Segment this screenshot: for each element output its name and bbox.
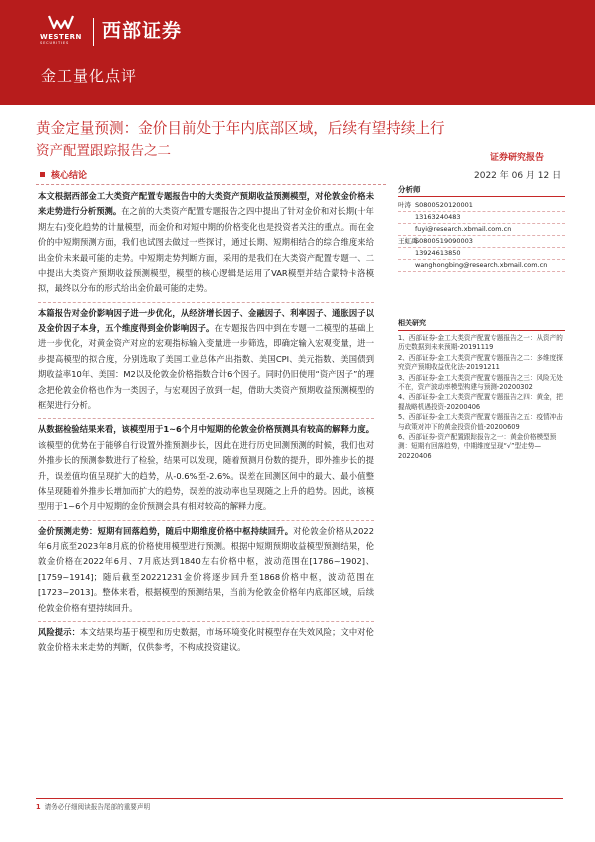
main-body	[38, 189, 374, 660]
related-report-link[interactable]: 2、西部证券-金工大类资产配置专题报告之二：多维度探究资产预期收益优化法-20191211	[398, 353, 563, 372]
paragraph-2	[38, 302, 374, 414]
related-report-link[interactable]: 4、西部证券-金工大类资产配置专题报告之四：黄金，把握战略机遇投资-20200406	[398, 393, 563, 411]
brand-english-name: WESTERN	[40, 33, 82, 41]
analyst-heading: 分析师	[398, 184, 565, 197]
footer-disclaimer: 请务必仔细阅读报告尾部的重要声明	[44, 803, 151, 811]
paragraph-lead: 风险提示：	[38, 626, 81, 637]
related-report-link[interactable]: 6、西部证券-资产配置跟踪报告之一：黄金价格模型预测：短期有回落趋势，中期维度呈现“√”型走势—20220406	[398, 433, 557, 460]
report-section-label: 金工量化点评	[41, 67, 138, 85]
paragraph-text: 本文结果均基于模型和历史数据，市场环境变化时模型存在失效风险；文中对伦敦金价格未来走势的判断，仅供参考，不构成投资建议。	[38, 626, 374, 653]
company-logo-icon	[48, 13, 74, 31]
brand-chinese-name: 西部证券	[102, 20, 183, 42]
report-date: 2022 年 06 月 12 日	[474, 171, 562, 181]
related-report-link[interactable]: 3、西部证券-金工大类资产配置专题报告之三：风险无处不在，资产波动率模型构建与预测-20200302	[398, 373, 563, 392]
risk-warning	[38, 621, 374, 656]
analyst-row	[398, 200, 565, 212]
analyst-name: 叶涛	[398, 201, 411, 209]
sidebar	[398, 184, 565, 462]
footer	[36, 803, 150, 812]
paragraph-text: 在专题报告四中到在专题一二模型的基础上进一步优化，对黄金资产对应的宏观指标输入变量进一步筛选，即确定输入宏观变量，进一步提高模型的拟合度，分别选取了美国工业总体产出指数、美国CPI、美元指数、美国债到期收益率10年、美国：M2以及伦敦金价格指数合计6个因子。同时仍旧使用“资产因子”的理念把伦敦金价格也作为一类因子，与宏观因子放到一起，借助大类资产预期收益预测模型的框架进行分析。	[38, 323, 374, 411]
paragraph-3	[38, 418, 374, 514]
page-number: 1	[36, 803, 41, 811]
related-report-link[interactable]: 5、西部证券-金工大类资产配置专题报告之五：疫情冲击与政策对冲下的黄金投资价值-20200609	[398, 413, 563, 431]
analyst-name: 王虹禹	[398, 237, 418, 245]
related-report-link[interactable]: 1、西部证券-金工大类资产配置专题报告之一：从资产的历史数据到未来预期-20191119	[398, 334, 563, 352]
paragraph-lead: 本文根据西部金工大类资产配置专题报告中的大类资产预期收益预测模型，对伦敦金价格未来走势进行分析预测。	[38, 191, 374, 217]
paragraph-1	[38, 189, 374, 297]
report-title: 黄金定量预测：金价目前处于年内底部区域，后续有望持续上行	[36, 120, 445, 137]
paragraph-lead: 本篇报告对金价影响因子进一步优化，从经济增长因子、金融因子、利率因子、通胀因子以及金价因子本身，五个维度得到金价影响因子。	[38, 307, 374, 334]
header-banner	[0, 0, 595, 105]
paragraph-text: 对伦敦金价格从2022年6月底至2023年8月底的价格使用模型进行预测。根据中短期预期收益模型预测结果，伦敦金价格在2022年6月、7月底达到1840左右价格中枢，波动范围在[1786~1902]、[1759~1914]；随后截至20221231金价将逐步回升至1868价格中枢，波动范围在[1723~2013]。整体来看，根据模型的预测结果，当前为伦敦金价格年内底部区域，后续伦敦金价格有望持续回升。	[38, 525, 374, 613]
related-research-heading: 相关研究	[398, 318, 565, 331]
analyst-phone: 13924613850	[398, 248, 565, 260]
paragraph-lead: 金价预测走势：短期有回落趋势，随后中期维度价格中枢持续回升。	[38, 525, 294, 536]
key-conclusion-title: 核心结论	[51, 171, 88, 181]
bullet-square-icon	[40, 172, 45, 177]
paragraph-text: 在之前的大类资产配置专题报告之四中提出了针对金价和对长期(十年期左右)变化趋势的计量模型，而金价和对短中期的价格变化也是投资者关注的重点。而在金价的中短期预测方面，我们也试图去做过一些探讨，通过长期、短期相结合的综合维度来给出金价未来最可能的走势。中短期走势判断方面，采用的是我们在大类资产配置专题一、二中提出大类资产预期收益预测模型，模型的核心逻辑是运用了VAR模型并结合蒙特卡洛模拟，最终以分布的形式给出金价最可能的走势。	[38, 206, 374, 294]
paragraph-text: 该模型的优势在于能够自行设置外推预测步长，因此在进行历史回测预测的时候，我们也对外推步长的预测参数进行了检验，结果可以发现，随着预测月份数的提升，即外推步长的提升，误差值均值呈现扩大的趋势，从-0.6%至-2.6%。误差在回测区间中的最大、最小值整体呈现随着外推步长增加而扩大的趋势，误差的波动率也呈现随之上升的趋势。因此，该模型用于1~6个月中短期的金价预测会具有相对较高的解释力度。	[38, 439, 374, 512]
report-subtitle: 资产配置跟踪报告之二	[36, 143, 171, 159]
footer-divider	[36, 798, 563, 799]
analyst-phone: 13163240483	[398, 212, 565, 224]
paragraph-4	[38, 520, 374, 616]
paragraph-lead: 从数据检验结果来看，该模型用于1~6个月中短期的伦敦金价格预测具有较高的解释力度。	[38, 424, 374, 435]
document-type-label: 证券研究报告	[490, 153, 545, 163]
analyst-cert: S0800519090003	[415, 237, 473, 245]
logo-divider	[93, 18, 94, 46]
key-conclusion-heading	[36, 166, 386, 185]
analyst-email[interactable]: fuyi@research.xbmail.com.cn	[398, 224, 565, 236]
brand-english-sub: SECURITIES	[40, 41, 70, 45]
analyst-cert: S0800520120001	[415, 201, 473, 209]
analyst-row	[398, 236, 565, 248]
analyst-email[interactable]: wanghongbing@research.xbmail.com.cn	[398, 260, 565, 272]
